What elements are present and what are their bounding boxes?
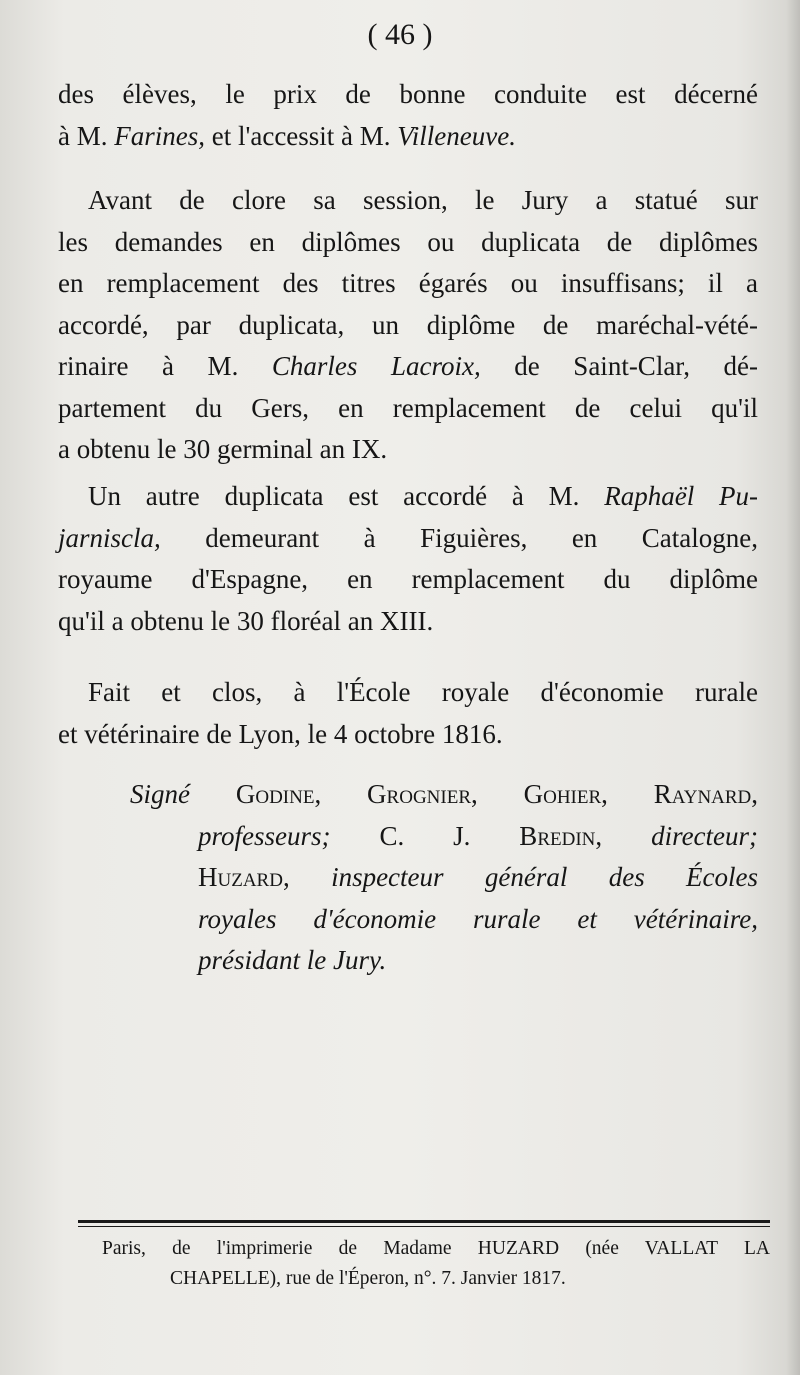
signatory-name: Gohier, (523, 779, 608, 809)
paragraph-diplomas (58, 180, 758, 471)
text-fragment: Un autre duplicata est accordé à M. (88, 481, 605, 511)
text-line (58, 518, 758, 560)
page-number: ( 46 ) (367, 18, 433, 51)
text-line: royaume d'Espagne, en remplacement du diplôme (58, 564, 758, 594)
text-line: des élèves, le prix de bonne conduite est décerné (58, 79, 758, 109)
printer-imprint (78, 1234, 770, 1294)
person-name: jarniscla, (58, 522, 161, 553)
text-line: accordé, par duplicata, un diplôme de maréchal-vété- (58, 309, 758, 340)
person-name: Raphaël Pu- (604, 481, 759, 511)
signature-line: présidant le Jury. (198, 945, 387, 975)
signed-label: Signé (130, 779, 190, 809)
paragraph-duplicate (58, 476, 758, 642)
imprint-line: Paris, de l'imprimerie de Madame HUZARD (née VALLAT LA (102, 1238, 770, 1259)
text-fragment: et l'accessit à M. (205, 120, 398, 151)
text-fragment: de Saint-Clar, dé- (480, 351, 758, 381)
person-name: Charles Lacroix, (271, 351, 481, 381)
signatory-name: C. J. Bredin, (379, 820, 603, 851)
signatory-title: inspecteur général des Écoles (331, 862, 759, 892)
signature-line (58, 857, 758, 899)
paragraph-closing (58, 672, 758, 755)
text-fragment: à M. (58, 120, 115, 151)
text-line: Fait et clos, à l'École royale d'économie rurale (88, 677, 758, 707)
signatory-title: professeurs; (198, 820, 331, 851)
signature-line: royales d'économie rurale et vétérinaire, (198, 903, 758, 934)
text-line: et vétérinaire de Lyon, le 4 octobre 1816. (58, 718, 503, 749)
text-line: les demandes en diplômes ou duplicata de diplômes (58, 226, 758, 257)
footer-rule-thick (78, 1220, 770, 1223)
paragraph-prize-award (58, 74, 758, 157)
page-edge-shadow (786, 0, 800, 1375)
signature-block (58, 774, 758, 982)
text-fragment: demeurant à Figuières, en Catalogne, (160, 522, 758, 553)
text-line (58, 346, 758, 388)
signature-line (58, 816, 758, 858)
signatory-title: directeur; (651, 820, 759, 851)
text-line: Avant de clore sa session, le Jury a statué sur (88, 185, 758, 215)
signatory-name: Raynard, (653, 779, 759, 809)
signatory-name: Godine, (235, 779, 322, 809)
text-line (58, 116, 758, 158)
person-name: Villeneuve. (397, 120, 516, 151)
signatory-name: Huzard, (198, 862, 290, 892)
person-name: Farines, (114, 120, 205, 151)
text-line (58, 476, 758, 518)
signatory-name: Grognier, (367, 779, 478, 809)
text-line: en remplacement des titres égarés ou insuffisans; il a (58, 268, 758, 298)
text-line: a obtenu le 30 germinal an IX. (58, 434, 388, 464)
text-line: partement du Gers, en remplacement de celui qu'il (58, 392, 758, 423)
imprint-line: CHAPELLE), rue de l'Éperon, n°. 7. Janvier 1817. (170, 1268, 566, 1289)
text-line: qu'il a obtenu le 30 floréal an XIII. (58, 605, 434, 636)
signature-line (58, 774, 758, 816)
text-fragment: rinaire à M. (58, 351, 272, 381)
footer-rule-thin (78, 1226, 770, 1227)
